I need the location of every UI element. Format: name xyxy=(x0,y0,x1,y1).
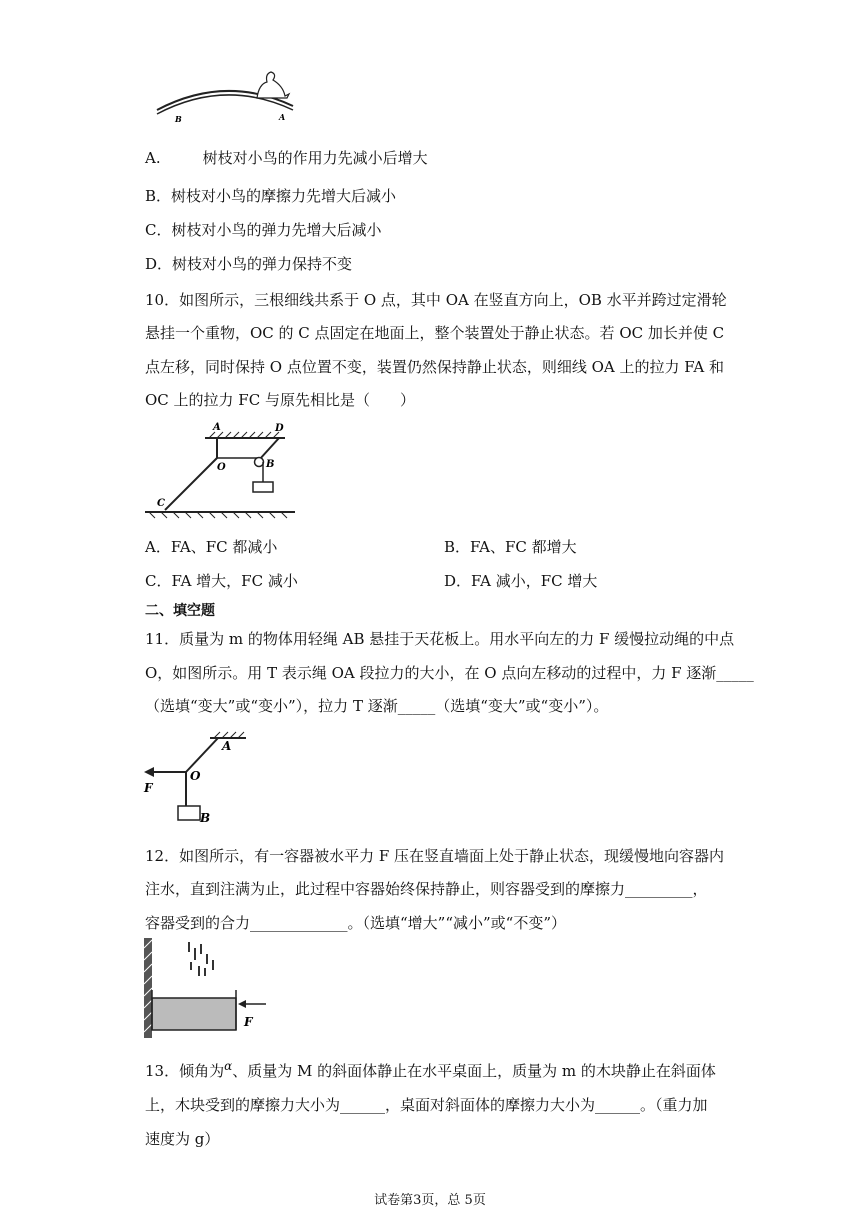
label-a: A xyxy=(222,739,232,753)
label-c: C xyxy=(157,498,165,509)
label-f: F xyxy=(244,1015,253,1029)
label-a: A xyxy=(213,422,221,433)
q10-line-2: 悬挂一个重物，OC 的 C 点固定在地面上，整个装置处于静止状态。若 OC 加长并使 C xyxy=(145,324,725,342)
pulley-figure xyxy=(145,422,305,522)
q9-option-a: A. 树枝对小鸟的作用力先减小后增大 xyxy=(145,149,428,167)
page-footer: 试卷第3页，总 5页 xyxy=(374,1193,486,1208)
q10-option-d: D．FA 减小，FC 增大 xyxy=(444,572,598,590)
q10-option-c: C．FA 增大，FC 减小 xyxy=(145,572,298,590)
label-b: B xyxy=(175,114,182,124)
q9-option-b: B．树枝对小鸟的摩擦力先增大后减小 xyxy=(145,187,397,205)
label-o: O xyxy=(217,462,226,473)
q13-line-2: 上，木块受到的摩擦力大小为______，桌面对斜面体的摩擦力大小为______。（重力加 xyxy=(145,1096,708,1114)
label-d: D xyxy=(275,423,284,434)
rope-force-figure xyxy=(140,728,250,824)
label-o: O xyxy=(190,769,201,783)
q9-option-d: D．树枝对小鸟的弹力保持不变 xyxy=(145,255,353,273)
q12-line-3: 容器受到的合力_____________。（选填“增大”“减小”或“不变”） xyxy=(145,914,567,932)
label-b: B xyxy=(266,459,275,470)
q10-option-b: B．FA、FC 都增大 xyxy=(444,538,577,556)
q9-option-c: C．树枝对小鸟的弹力先增大后减小 xyxy=(145,221,382,239)
label-f: F xyxy=(144,781,153,795)
bird-icon xyxy=(257,72,289,98)
q11-line-2: O，如图所示。用 T 表示绳 OA 段拉力的大小，在 O 点向左移动的过程中，力 F 逐渐_____ xyxy=(145,664,754,682)
q10-line-1: 10．如图所示，三根细线共系于 O 点，其中 OA 在竖直方向上，OB 水平并跨过定滑轮 xyxy=(145,291,727,309)
label-b: B xyxy=(200,811,211,824)
q10-line-3: 点左移，同时保持 O 点位置不变，装置仍然保持静止状态，则细线 OA 上的拉力 FA 和 xyxy=(145,358,724,376)
q13-line-3: 速度为 g） xyxy=(145,1130,220,1148)
bird-branch-figure xyxy=(155,64,295,124)
q10-option-a: A．FA、FC 都减小 xyxy=(145,538,278,556)
label-a: A xyxy=(279,112,286,122)
q12-line-1: 12．如图所示，有一容器被水平力 F 压在竖直墙面上处于静止状态，现缓慢地向容器内 xyxy=(145,847,725,865)
q13-line-1: 13．倾角为$^\alpha$、质量为 M 的斜面体静止在水平桌面上，质量为 m 的木块静止在斜面体 xyxy=(145,1059,716,1080)
container-wall-figure xyxy=(142,936,272,1042)
alpha-symbol: α xyxy=(224,1059,233,1073)
q12-line-2: 注水，直到注满为止，此过程中容器始终保持静止，则容器受到的摩擦力_________， xyxy=(145,880,708,898)
q11-line-1: 11．质量为 m 的物体用轻绳 AB 悬挂于天花板上。用水平向左的力 F 缓慢拉动绳的中点 xyxy=(145,630,735,648)
section-heading: 二、填空题 xyxy=(145,603,215,619)
q10-line-4: OC 上的拉力 FC 与原先相比是（ ） xyxy=(145,391,415,409)
q11-line-3: （选填“变大”或“变小”），拉力 T 逐渐_____（选填“变大”或“变小”）。 xyxy=(145,697,609,715)
